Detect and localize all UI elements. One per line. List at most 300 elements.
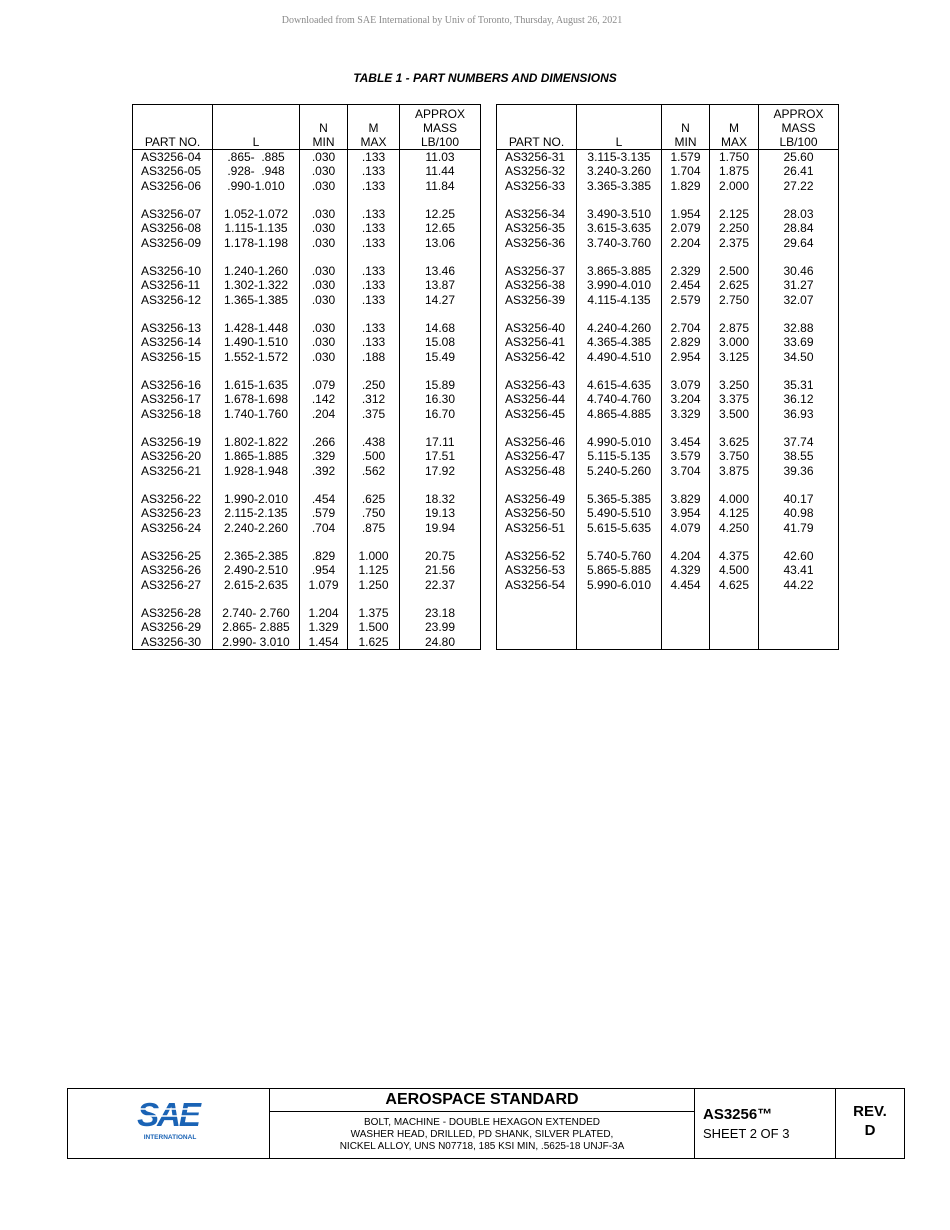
table-row <box>133 563 481 577</box>
l-dimension: 4.115-4.135 <box>577 293 662 307</box>
header-n-min: N MIN <box>300 105 348 150</box>
table-row <box>133 264 481 278</box>
part-number: AS3256-43 <box>497 378 577 392</box>
sae-logo-mark <box>137 1099 207 1143</box>
l-dimension: 3.490-3.510 <box>577 207 662 221</box>
m-max: 1.875 <box>710 164 759 178</box>
n-min: .030 <box>300 179 348 193</box>
approx-mass: 17.92 <box>400 464 481 478</box>
table-row <box>497 521 839 535</box>
n-min: .954 <box>300 563 348 577</box>
m-max: 2.625 <box>710 278 759 292</box>
l-dimension: 4.865-4.885 <box>577 407 662 421</box>
m-max: .750 <box>348 506 400 520</box>
group-spacer-row <box>133 364 481 378</box>
m-max: .188 <box>348 350 400 364</box>
table-row <box>133 164 481 178</box>
l-dimension: 1.240-1.260 <box>213 264 300 278</box>
n-min: .030 <box>300 150 348 165</box>
n-min: .030 <box>300 293 348 307</box>
approx-mass: 28.03 <box>759 207 839 221</box>
group-spacer-row <box>133 535 481 549</box>
m-max: 3.750 <box>710 449 759 463</box>
n-min: 1.704 <box>662 164 710 178</box>
approx-mass: 32.88 <box>759 321 839 335</box>
part-number: AS3256-14 <box>133 335 213 349</box>
table-row <box>133 620 481 634</box>
part-number: AS3256-28 <box>133 606 213 620</box>
m-max: 3.375 <box>710 392 759 406</box>
part-number: AS3256-22 <box>133 492 213 506</box>
m-max: .133 <box>348 179 400 193</box>
part-number: AS3256-06 <box>133 179 213 193</box>
n-min: 4.329 <box>662 563 710 577</box>
n-min: 2.079 <box>662 221 710 235</box>
l-dimension: 5.990-6.010 <box>577 578 662 592</box>
approx-mass: 13.06 <box>400 236 481 250</box>
group-spacer-row <box>133 421 481 435</box>
m-max: 1.375 <box>348 606 400 620</box>
header-part-no: PART NO. <box>133 105 213 150</box>
table-row <box>133 392 481 406</box>
document-id-cell <box>695 1089 836 1158</box>
l-dimension: 3.740-3.760 <box>577 236 662 250</box>
n-min: 2.579 <box>662 293 710 307</box>
header-m-max: M MAX <box>348 105 400 150</box>
approx-mass: 43.41 <box>759 563 839 577</box>
part-number: AS3256-44 <box>497 392 577 406</box>
group-spacer-row <box>497 421 839 435</box>
table-row <box>133 321 481 335</box>
approx-mass: 19.13 <box>400 506 481 520</box>
part-number: AS3256-23 <box>133 506 213 520</box>
l-dimension: 2.115-2.135 <box>213 506 300 520</box>
l-dimension: 3.990-4.010 <box>577 278 662 292</box>
l-dimension: 2.615-2.635 <box>213 578 300 592</box>
approx-mass: 11.44 <box>400 164 481 178</box>
n-min: .079 <box>300 378 348 392</box>
group-spacer-row <box>497 535 839 549</box>
sae-logo <box>68 1089 270 1158</box>
parts-table-left-body <box>133 150 481 650</box>
part-number: AS3256-47 <box>497 449 577 463</box>
approx-mass: 36.93 <box>759 407 839 421</box>
part-number: AS3256-18 <box>133 407 213 421</box>
m-max: .133 <box>348 164 400 178</box>
part-number: AS3256-19 <box>133 435 213 449</box>
m-max: 2.375 <box>710 236 759 250</box>
part-number: AS3256-52 <box>497 549 577 563</box>
table-row <box>497 150 839 165</box>
document-number: AS3256™ <box>703 1106 773 1123</box>
part-number: AS3256-35 <box>497 221 577 235</box>
approx-mass: 44.22 <box>759 578 839 592</box>
group-spacer-row <box>133 307 481 321</box>
part-number: AS3256-33 <box>497 179 577 193</box>
empty-row <box>497 620 839 634</box>
part-number: AS3256-42 <box>497 350 577 364</box>
n-min: 2.829 <box>662 335 710 349</box>
group-spacer-row <box>133 478 481 492</box>
n-min: 3.704 <box>662 464 710 478</box>
approx-mass: 39.36 <box>759 464 839 478</box>
n-min: .030 <box>300 278 348 292</box>
approx-mass: 13.87 <box>400 278 481 292</box>
approx-mass: 19.94 <box>400 521 481 535</box>
m-max: 1.500 <box>348 620 400 634</box>
l-dimension: 1.490-1.510 <box>213 335 300 349</box>
approx-mass: 38.55 <box>759 449 839 463</box>
parts-table-right-body <box>497 150 839 650</box>
approx-mass: 40.98 <box>759 506 839 520</box>
header-l: L <box>213 105 300 150</box>
approx-mass: 14.27 <box>400 293 481 307</box>
table-row <box>497 321 839 335</box>
approx-mass: 32.07 <box>759 293 839 307</box>
approx-mass: 23.18 <box>400 606 481 620</box>
part-number: AS3256-48 <box>497 464 577 478</box>
n-min: 2.204 <box>662 236 710 250</box>
table-row <box>133 506 481 520</box>
approx-mass: 35.31 <box>759 378 839 392</box>
n-min: 3.204 <box>662 392 710 406</box>
m-max: .133 <box>348 321 400 335</box>
table-row <box>497 407 839 421</box>
n-min: 3.829 <box>662 492 710 506</box>
n-min: .266 <box>300 435 348 449</box>
approx-mass: 14.68 <box>400 321 481 335</box>
m-max: 1.250 <box>348 578 400 592</box>
part-number: AS3256-11 <box>133 278 213 292</box>
m-max: .438 <box>348 435 400 449</box>
m-max: 1.750 <box>710 150 759 165</box>
m-max: 3.625 <box>710 435 759 449</box>
header-n-min: N MIN <box>662 105 710 150</box>
m-max: .133 <box>348 293 400 307</box>
group-spacer-row <box>497 307 839 321</box>
approx-mass: 15.08 <box>400 335 481 349</box>
n-min: .030 <box>300 321 348 335</box>
m-max: .562 <box>348 464 400 478</box>
l-dimension: 1.802-1.822 <box>213 435 300 449</box>
group-spacer-row <box>497 364 839 378</box>
m-max: .133 <box>348 335 400 349</box>
l-dimension: 1.865-1.885 <box>213 449 300 463</box>
table-row <box>133 179 481 193</box>
m-max: 4.625 <box>710 578 759 592</box>
m-max: 4.250 <box>710 521 759 535</box>
n-min: .030 <box>300 350 348 364</box>
n-min: 3.954 <box>662 506 710 520</box>
empty-row <box>497 606 839 620</box>
n-min: .030 <box>300 236 348 250</box>
table-row <box>133 278 481 292</box>
n-min: 4.204 <box>662 549 710 563</box>
group-spacer-row <box>497 250 839 264</box>
table-row <box>497 221 839 235</box>
group-spacer-row <box>133 193 481 207</box>
l-dimension: 4.740-4.760 <box>577 392 662 406</box>
n-min: 1.329 <box>300 620 348 634</box>
l-dimension: 5.490-5.510 <box>577 506 662 520</box>
n-min: 2.954 <box>662 350 710 364</box>
part-number: AS3256-08 <box>133 221 213 235</box>
l-dimension: 1.365-1.385 <box>213 293 300 307</box>
table-row <box>497 563 839 577</box>
parts-table-right <box>496 104 839 650</box>
part-number: AS3256-46 <box>497 435 577 449</box>
approx-mass: 30.46 <box>759 264 839 278</box>
n-min: .142 <box>300 392 348 406</box>
title-block <box>67 1088 905 1159</box>
m-max: 2.000 <box>710 179 759 193</box>
table-row <box>497 549 839 563</box>
m-max: .250 <box>348 378 400 392</box>
part-number: AS3256-29 <box>133 620 213 634</box>
part-number: AS3256-54 <box>497 578 577 592</box>
part-number: AS3256-13 <box>133 321 213 335</box>
table-header-row <box>497 105 839 150</box>
logo-wordmark: SAE <box>137 1099 199 1133</box>
l-dimension: 3.240-3.260 <box>577 164 662 178</box>
part-number: AS3256-10 <box>133 264 213 278</box>
l-dimension: .865- .885 <box>213 150 300 165</box>
m-max: 1.125 <box>348 563 400 577</box>
part-number: AS3256-49 <box>497 492 577 506</box>
n-min: .030 <box>300 264 348 278</box>
n-min: 1.954 <box>662 207 710 221</box>
m-max: 4.500 <box>710 563 759 577</box>
approx-mass: 27.22 <box>759 179 839 193</box>
l-dimension: 1.115-1.135 <box>213 221 300 235</box>
n-min: 1.454 <box>300 635 348 650</box>
part-number: AS3256-31 <box>497 150 577 165</box>
empty-row <box>497 635 839 650</box>
l-dimension: 4.615-4.635 <box>577 378 662 392</box>
approx-mass: 13.46 <box>400 264 481 278</box>
part-description: BOLT, MACHINE - DOUBLE HEXAGON EXTENDED WASHER HEAD, DRILLED, PD SHANK, SILVER PLATED, NICKEL ALLOY, UNS N07718, 185 KSI MIN, .5625-18 UNJF-3A <box>339 1117 625 1152</box>
table-row <box>133 635 481 650</box>
n-min: .030 <box>300 207 348 221</box>
n-min: 2.329 <box>662 264 710 278</box>
approx-mass: 11.03 <box>400 150 481 165</box>
table-row <box>133 606 481 620</box>
part-number: AS3256-37 <box>497 264 577 278</box>
table-row <box>133 293 481 307</box>
table-row <box>133 378 481 392</box>
header-approx-mass: APPROX MASS LB/100 <box>759 105 839 150</box>
n-min: .392 <box>300 464 348 478</box>
l-dimension: 5.615-5.635 <box>577 521 662 535</box>
parts-table-left <box>132 104 481 650</box>
approx-mass: 20.75 <box>400 549 481 563</box>
table-row <box>497 207 839 221</box>
n-min: 2.454 <box>662 278 710 292</box>
header-approx-mass: APPROX MASS LB/100 <box>400 105 481 150</box>
table-title: TABLE 1 - PART NUMBERS AND DIMENSIONS <box>353 71 617 85</box>
part-number: AS3256-30 <box>133 635 213 650</box>
m-max: 2.875 <box>710 321 759 335</box>
approx-mass: 12.65 <box>400 221 481 235</box>
m-max: .312 <box>348 392 400 406</box>
part-number: AS3256-34 <box>497 207 577 221</box>
part-number: AS3256-32 <box>497 164 577 178</box>
header-part-no: PART NO. <box>497 105 577 150</box>
part-number: AS3256-09 <box>133 236 213 250</box>
table-row <box>497 378 839 392</box>
m-max: 2.250 <box>710 221 759 235</box>
m-max: 1.000 <box>348 549 400 563</box>
m-max: .133 <box>348 278 400 292</box>
part-number: AS3256-50 <box>497 506 577 520</box>
part-number: AS3256-26 <box>133 563 213 577</box>
approx-mass: 21.56 <box>400 563 481 577</box>
l-dimension: 3.365-3.385 <box>577 179 662 193</box>
l-dimension: 2.990- 3.010 <box>213 635 300 650</box>
part-number: AS3256-05 <box>133 164 213 178</box>
table-row <box>497 449 839 463</box>
n-min: .204 <box>300 407 348 421</box>
m-max: 3.125 <box>710 350 759 364</box>
table-row <box>133 335 481 349</box>
part-number: AS3256-38 <box>497 278 577 292</box>
l-dimension: 1.428-1.448 <box>213 321 300 335</box>
n-min: 3.329 <box>662 407 710 421</box>
group-spacer-row <box>497 193 839 207</box>
m-max: .500 <box>348 449 400 463</box>
table-row <box>133 464 481 478</box>
m-max: 2.125 <box>710 207 759 221</box>
table-row <box>497 278 839 292</box>
l-dimension: 1.990-2.010 <box>213 492 300 506</box>
approx-mass: 15.89 <box>400 378 481 392</box>
revision-label: REV. <box>853 1103 887 1120</box>
table-row <box>497 350 839 364</box>
m-max: .133 <box>348 264 400 278</box>
table-row <box>133 549 481 563</box>
approx-mass: 42.60 <box>759 549 839 563</box>
m-max: 4.125 <box>710 506 759 520</box>
table-row <box>497 164 839 178</box>
m-max: .133 <box>348 221 400 235</box>
l-dimension: 3.865-3.885 <box>577 264 662 278</box>
l-dimension: 5.240-5.260 <box>577 464 662 478</box>
approx-mass: 40.17 <box>759 492 839 506</box>
l-dimension: .928- .948 <box>213 164 300 178</box>
approx-mass: 17.11 <box>400 435 481 449</box>
approx-mass: 33.69 <box>759 335 839 349</box>
part-number: AS3256-24 <box>133 521 213 535</box>
n-min: 1.829 <box>662 179 710 193</box>
approx-mass: 34.50 <box>759 350 839 364</box>
part-number: AS3256-39 <box>497 293 577 307</box>
m-max: 3.500 <box>710 407 759 421</box>
approx-mass: 31.27 <box>759 278 839 292</box>
l-dimension: 5.740-5.760 <box>577 549 662 563</box>
part-number: AS3256-53 <box>497 563 577 577</box>
table-row <box>497 435 839 449</box>
part-number: AS3256-25 <box>133 549 213 563</box>
l-dimension: 1.052-1.072 <box>213 207 300 221</box>
revision-cell <box>836 1102 904 1140</box>
m-max: .625 <box>348 492 400 506</box>
table-row <box>497 506 839 520</box>
approx-mass: 37.74 <box>759 435 839 449</box>
sheet-number: SHEET 2 OF 3 <box>703 1126 790 1141</box>
table-row <box>497 264 839 278</box>
n-min: 2.704 <box>662 321 710 335</box>
part-number: AS3256-17 <box>133 392 213 406</box>
table-row <box>133 492 481 506</box>
table-row <box>133 435 481 449</box>
n-min: .454 <box>300 492 348 506</box>
empty-row <box>497 592 839 606</box>
approx-mass: 29.64 <box>759 236 839 250</box>
l-dimension: 1.615-1.635 <box>213 378 300 392</box>
n-min: .579 <box>300 506 348 520</box>
approx-mass: 36.12 <box>759 392 839 406</box>
l-dimension: 1.552-1.572 <box>213 350 300 364</box>
approx-mass: 28.84 <box>759 221 839 235</box>
n-min: 1.204 <box>300 606 348 620</box>
part-number: AS3256-20 <box>133 449 213 463</box>
table-row <box>133 578 481 592</box>
n-min: .030 <box>300 221 348 235</box>
l-dimension: 5.865-5.885 <box>577 563 662 577</box>
table-row <box>133 221 481 235</box>
m-max: .133 <box>348 236 400 250</box>
table-row <box>497 335 839 349</box>
approx-mass: 23.99 <box>400 620 481 634</box>
part-number: AS3256-51 <box>497 521 577 535</box>
part-number: AS3256-21 <box>133 464 213 478</box>
part-number: AS3256-40 <box>497 321 577 335</box>
logo-subtext: INTERNATIONAL <box>143 1134 197 1141</box>
part-number: AS3256-36 <box>497 236 577 250</box>
part-number: AS3256-16 <box>133 378 213 392</box>
m-max: .133 <box>348 207 400 221</box>
part-number: AS3256-45 <box>497 407 577 421</box>
table-row <box>133 521 481 535</box>
l-dimension: 1.178-1.198 <box>213 236 300 250</box>
m-max: .875 <box>348 521 400 535</box>
table-row <box>497 293 839 307</box>
n-min: 3.579 <box>662 449 710 463</box>
n-min: .829 <box>300 549 348 563</box>
header-m-max: M MAX <box>710 105 759 150</box>
l-dimension: 3.115-3.135 <box>577 150 662 165</box>
table-row <box>133 407 481 421</box>
n-min: 3.079 <box>662 378 710 392</box>
l-dimension: 4.240-4.260 <box>577 321 662 335</box>
m-max: .375 <box>348 407 400 421</box>
table-row <box>497 236 839 250</box>
l-dimension: 2.240-2.260 <box>213 521 300 535</box>
download-notice: Downloaded from SAE International by Univ of Toronto, Thursday, August 26, 2021 <box>281 15 623 26</box>
l-dimension: 2.740- 2.760 <box>213 606 300 620</box>
approx-mass: 12.25 <box>400 207 481 221</box>
group-spacer-row <box>497 478 839 492</box>
n-min: 4.079 <box>662 521 710 535</box>
table-row <box>497 392 839 406</box>
table-header-row <box>133 105 481 150</box>
part-number: AS3256-41 <box>497 335 577 349</box>
table-row <box>133 150 481 165</box>
l-dimension: 4.990-5.010 <box>577 435 662 449</box>
l-dimension: 4.365-4.385 <box>577 335 662 349</box>
approx-mass: 24.80 <box>400 635 481 650</box>
n-min: .030 <box>300 164 348 178</box>
